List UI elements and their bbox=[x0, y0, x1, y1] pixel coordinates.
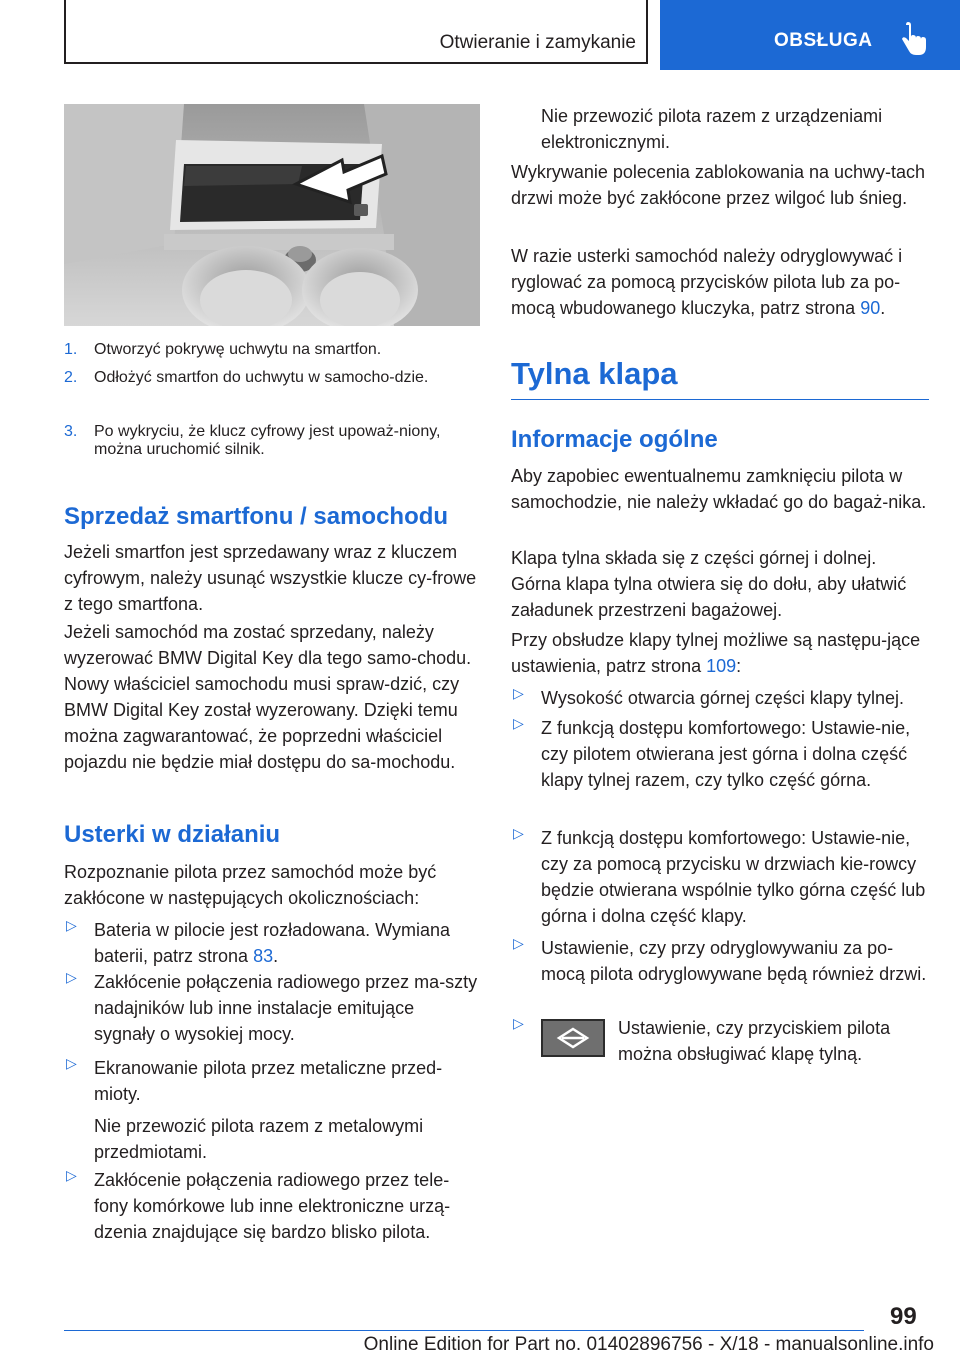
page-number: 99 bbox=[890, 1303, 917, 1330]
sale-heading: Sprzedaż smartfonu / samochodu bbox=[64, 503, 449, 530]
fault-paragraph bbox=[511, 243, 931, 321]
bullet-text: Wysokość otwarcia górnej części klapy tylnej. bbox=[541, 688, 904, 708]
tailgate-paragraph-1: Aby zapobiec ewentualnemu zamknięciu pilota w samochodzie, nie należy wkładać go do bagaż-nika. bbox=[511, 466, 927, 512]
bullet-text: Zakłócenie połączenia radiowego przez ma-szty nadajników lub inne instalacje emitujące sygnały o wysokiej mocy. bbox=[94, 972, 478, 1044]
bullet-arrow-icon: ▷ bbox=[513, 1015, 524, 1031]
bullet-text-end: . bbox=[273, 946, 279, 966]
footer-rule bbox=[64, 1330, 864, 1331]
hand-pointer-icon bbox=[898, 22, 928, 58]
sale-paragraph-2: Jeżeli samochód ma zostać sprzedany, należy wyzerować BMW Digital Key dla tego samo-chodu. Nowy właściciel samochodu musi spraw-dzić, czy BMW Digital Key został wyzerowany. Dzięki temu można zagwarantować, że poprzedni właściciel pojazdu nie będzie miał dostępu do sa-mochodu. bbox=[64, 622, 472, 772]
sale-paragraph-1: Jeżeli smartfon jest sprzedawany wraz z kluczem cyfrowym, należy usunąć wszystkie klucze cy-frowe z tego smartfona. bbox=[64, 542, 477, 614]
step-text: Po wykryciu, że klucz cyfrowy jest upoważ-niony, można uruchomić silnik. bbox=[94, 423, 441, 458]
fault-paragraph-text: W razie usterki samochód należy odryglowywać i ryglować za pomocą przycisków pilota lub za po-mocą wbudowanego kluczyka, patrz strona bbox=[511, 246, 903, 318]
smartphone-tray-photo bbox=[64, 104, 480, 326]
bullet-text: Ustawienie, czy przyciskiem pilota można obsługiwać klapę tylną. bbox=[618, 1018, 891, 1064]
bullet-arrow-icon: ▷ bbox=[513, 715, 524, 731]
bullet-text: Z funkcją dostępu komfortowego: Ustawie-nie, czy pilotem otwierana jest górna i dolna część klapy tylnej razem, czy tylko część górna. bbox=[541, 718, 911, 790]
step-text: Otworzyć pokrywę uchwytu na smartfon. bbox=[94, 341, 382, 358]
bullet-arrow-icon: ▷ bbox=[66, 969, 77, 985]
tailgate-paragraph-3-end: : bbox=[736, 656, 742, 676]
bullet-text: Z funkcją dostępu komfortowego: Ustawie-nie, czy za pomocą przycisku w drzwiach kie-rowcy będzie otwierana wspólnie tylko górna część lub górna i dolna część klapy. bbox=[541, 828, 926, 926]
general-info-heading: Informacje ogólne bbox=[511, 426, 718, 453]
step-number: 3. bbox=[64, 423, 78, 440]
bullet-text: Ekranowanie pilota przez metaliczne przed-mioty. bbox=[94, 1058, 443, 1104]
page-link[interactable]: 90 bbox=[860, 298, 881, 318]
bullet-text: Ustawienie, czy przy odryglowywaniu za po-mocą pilota odryglowywane będą również drzwi. bbox=[541, 938, 927, 984]
faults-heading: Usterki w działaniu bbox=[64, 821, 281, 848]
page-link[interactable]: 83 bbox=[253, 946, 274, 966]
bullet-note: Nie przewozić pilota razem z metalowymi przedmiotami. bbox=[94, 1116, 424, 1162]
page-link[interactable]: 109 bbox=[706, 656, 737, 676]
bullet-arrow-icon: ▷ bbox=[513, 825, 524, 841]
step-text: Odłożyć smartfon do uchwytu w samocho-dzie. bbox=[94, 369, 429, 386]
tailgate-paragraph-2: Klapa tylna składa się z części górnej i dolnej. Górna klapa tylna otwiera się do dołu, aby ułatwić załadunek przestrzeni bagażowej. bbox=[511, 548, 907, 620]
fault-paragraph-end: . bbox=[880, 298, 886, 318]
bullet-arrow-icon: ▷ bbox=[66, 1055, 77, 1071]
section-label: OBSŁUGA bbox=[774, 30, 873, 51]
tailgate-paragraph-3-text: Przy obsłudze klapy tylnej możliwe są następu-jące ustawienia, patrz strona bbox=[511, 630, 921, 676]
step-number: 1. bbox=[64, 341, 78, 358]
bullet-arrow-icon: ▷ bbox=[513, 935, 524, 951]
bullet-text: Bateria w pilocie jest rozładowana. Wymiana baterii, patrz strona bbox=[94, 920, 451, 966]
bullet-arrow-icon: ▷ bbox=[66, 917, 77, 933]
chapter-title: Otwieranie i zamykanie bbox=[439, 32, 636, 53]
footer-edition: Online Edition for Part no. 01402896756 - X/18 - manualsonline.info bbox=[363, 1334, 934, 1355]
tailgate-paragraph-3 bbox=[511, 627, 931, 679]
bullet-arrow-icon: ▷ bbox=[66, 1167, 77, 1183]
step-number: 2. bbox=[64, 369, 78, 386]
tailgate-title: Tylna klapa bbox=[511, 356, 678, 391]
section-tab[interactable] bbox=[660, 0, 960, 70]
lock-paragraph: Wykrywanie polecenia zablokowania na uchwy-tach drzwi może być zakłócone przez wilgoć lub śnieg. bbox=[511, 162, 926, 208]
title-rule bbox=[511, 399, 929, 400]
bullet-note: Nie przewozić pilota razem z urządzeniami elektronicznymi. bbox=[541, 106, 883, 152]
bullet-arrow-icon: ▷ bbox=[513, 685, 524, 701]
faults-intro: Rozpoznanie pilota przez samochód może być zakłócone w następujących okolicznościach: bbox=[64, 862, 437, 908]
tailgate-key-button-icon bbox=[541, 1019, 605, 1057]
bullet-text: Zakłócenie połączenia radiowego przez tele-fony komórkowe lub inne elektroniczne urzą-dzenia znajdujące się bardzo blisko pilota. bbox=[94, 1170, 451, 1242]
